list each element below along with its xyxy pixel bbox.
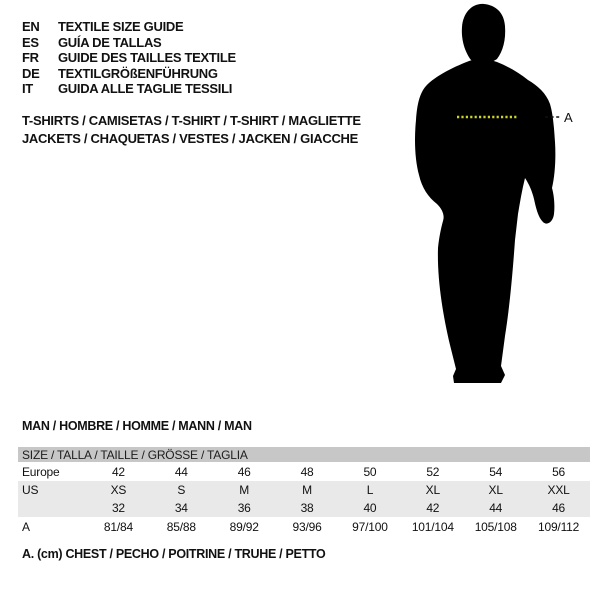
size-value: S	[177, 483, 186, 497]
size-value: 36	[237, 501, 251, 515]
language-row	[22, 35, 236, 51]
measure-label-a: A	[564, 110, 573, 125]
size-value: 105/108	[474, 519, 517, 534]
size-value: 38	[300, 501, 314, 515]
size-value: 42	[426, 501, 440, 515]
size-value: XL	[488, 483, 503, 497]
size-value: 81/84	[103, 519, 133, 534]
size-value: 44	[174, 464, 188, 479]
row-label: Europe	[22, 464, 60, 479]
size-value: M	[302, 483, 312, 497]
size-value: L	[366, 483, 374, 497]
language-row	[22, 19, 236, 35]
size-value: 56	[552, 464, 566, 479]
language-code: DE	[22, 65, 40, 81]
size-table	[18, 447, 590, 536]
garment-categories	[22, 112, 361, 147]
size-value: 32	[111, 501, 125, 515]
size-value: 44	[489, 501, 503, 515]
measurement-figure	[375, 0, 600, 400]
language-title: TEXTILGRÖßENFÜHRUNG	[58, 65, 218, 81]
language-code: IT	[22, 81, 33, 97]
man-head-silhouette	[462, 4, 505, 63]
language-title: GUIDE DES TAILLES TEXTILE	[58, 50, 236, 66]
size-value: 89/92	[229, 519, 259, 534]
table-row-europe	[18, 462, 590, 481]
size-value: 48	[300, 464, 314, 479]
measurement-footnote: A. (cm) CHEST / PECHO / POITRINE / TRUHE / PETTO	[22, 547, 326, 561]
table-row-us-numeric	[18, 499, 590, 517]
man-body-silhouette	[415, 59, 555, 383]
size-value: 97/100	[352, 519, 388, 534]
size-table-header: SIZE / TALLA / TAILLE / GRÖSSE / TAGLIA	[18, 447, 590, 462]
language-row	[22, 50, 236, 66]
size-value: 52	[426, 464, 440, 479]
size-value: 101/104	[411, 519, 454, 534]
language-code: FR	[22, 50, 39, 66]
size-value: XL	[425, 483, 440, 497]
size-value: 50	[363, 464, 377, 479]
table-row-us	[18, 481, 590, 499]
size-value: 34	[174, 501, 188, 515]
table-row-chest-cm	[18, 517, 590, 536]
size-value: 85/88	[166, 519, 196, 534]
language-row	[22, 81, 236, 97]
row-label: US	[22, 483, 39, 497]
size-value: 42	[111, 464, 125, 479]
size-value: XXL	[547, 483, 570, 497]
language-row	[22, 66, 236, 82]
man-silhouette-graphic	[375, 0, 600, 400]
language-title: GUIDA ALLE TAGLIE TESSILI	[58, 81, 233, 97]
language-code: ES	[22, 34, 39, 50]
language-code: EN	[22, 19, 40, 35]
language-title: GUÍA DE TALLAS	[58, 34, 162, 50]
size-value: 109/112	[538, 519, 580, 534]
category-tshirts: T-SHIRTS / CAMISETAS / T-SHIRT / T-SHIRT / MAGLIETTE	[22, 113, 361, 128]
section-title-man: MAN / HOMBRE / HOMME / MANN / MAN	[22, 419, 252, 433]
size-value: XS	[110, 483, 127, 497]
row-label: A	[22, 519, 30, 534]
size-value: 46	[237, 464, 251, 479]
language-title: TEXTILE SIZE GUIDE	[58, 19, 184, 35]
size-value: M	[239, 483, 250, 497]
size-value: 40	[363, 501, 377, 515]
size-value: 46	[552, 501, 566, 515]
size-value: 54	[489, 464, 503, 479]
category-jackets: JACKETS / CHAQUETAS / VESTES / JACKEN / GIACCHE	[22, 130, 358, 146]
size-value: 93/96	[292, 519, 322, 534]
language-legend	[22, 19, 236, 97]
